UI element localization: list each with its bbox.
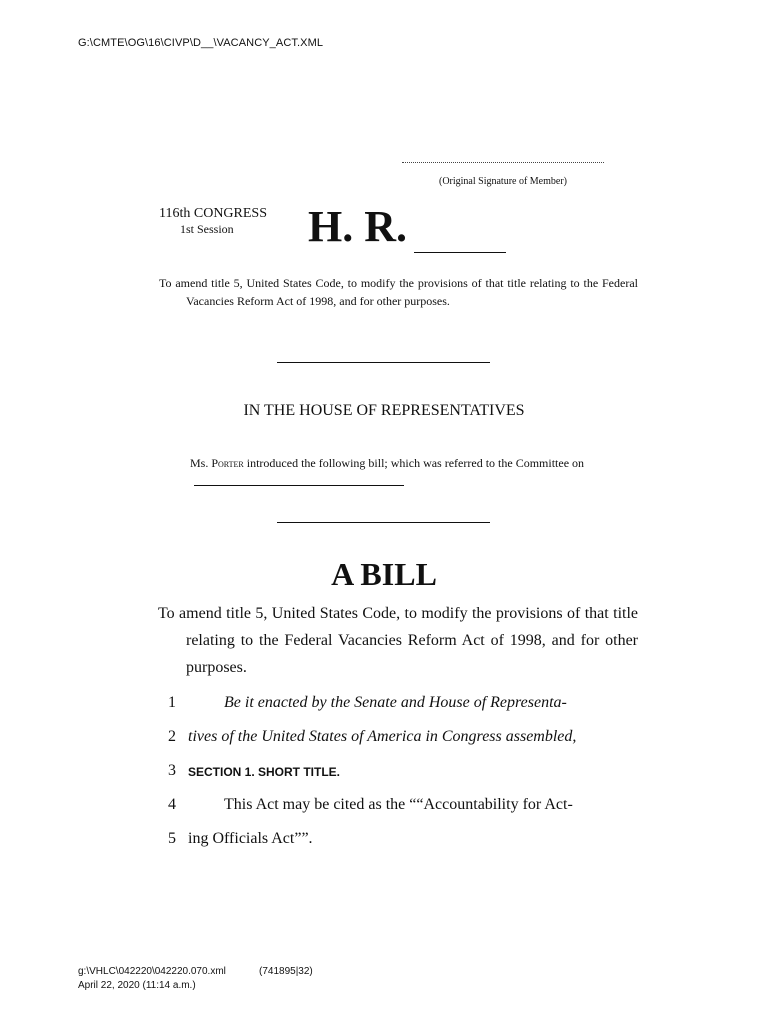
committee-blank [194, 477, 404, 486]
house-heading: IN THE HOUSE OF REPRESENTATIVES [243, 402, 525, 419]
footer-doc-id: (741895|32) [259, 966, 313, 977]
divider [277, 362, 490, 363]
line-number: 5 [168, 830, 176, 847]
bill-heading: A BILL [331, 556, 437, 592]
sponsor-name: Porter [211, 456, 244, 470]
bill-number-blank [414, 252, 506, 253]
introduction [190, 454, 610, 492]
enacting-clause: tives of the United States of America in Congress assembled, [188, 728, 577, 745]
file-path: G:\CMTE\OG\16\CIVP\D__\VACANCY_ACT.XML [78, 37, 324, 49]
long-title: To amend title 5, United States Code, to modify the provisions of that title relating to the Federal Vacancies Reform Act of 1998, and for other purposes. [158, 605, 638, 676]
sponsor-title: Ms. [190, 456, 209, 470]
signature-label: (Original Signature of Member) [438, 176, 568, 187]
section-heading: SECTION 1. SHORT TITLE. [188, 765, 341, 779]
line-number: 2 [168, 728, 176, 745]
bill-line [150, 796, 612, 830]
bill-id: H. R. [308, 202, 407, 251]
session-label: 1st Session [180, 222, 234, 236]
section-text: This Act may be cited as the ““Accountability for Act- [224, 796, 573, 813]
footer-date: April 22, 2020 (11:14 a.m.) [78, 980, 196, 991]
footer-file-path: g:\VHLC\042220\042220.070.xml [78, 966, 226, 977]
line-number: 3 [168, 762, 176, 779]
short-purpose: To amend title 5, United States Code, to modify the provisions of that title relating to the Federal Vacancies Reform Act of 1998, and for other purposes. [159, 276, 638, 308]
line-number: 1 [168, 694, 176, 711]
divider [277, 522, 490, 523]
introduction-text: introduced the following bill; which was referred to the Committee on [246, 456, 585, 470]
bill-line [150, 762, 612, 796]
section-text: ing Officials Act””. [188, 830, 313, 847]
signature-line [402, 162, 604, 163]
enacting-clause: Be it enacted by the Senate and House of Representa- [224, 694, 567, 711]
bill-line [150, 830, 612, 864]
bill-line [150, 694, 612, 728]
line-number: 4 [168, 796, 176, 813]
bill-line [150, 728, 612, 762]
congress-label: 116th CONGRESS [159, 206, 268, 221]
